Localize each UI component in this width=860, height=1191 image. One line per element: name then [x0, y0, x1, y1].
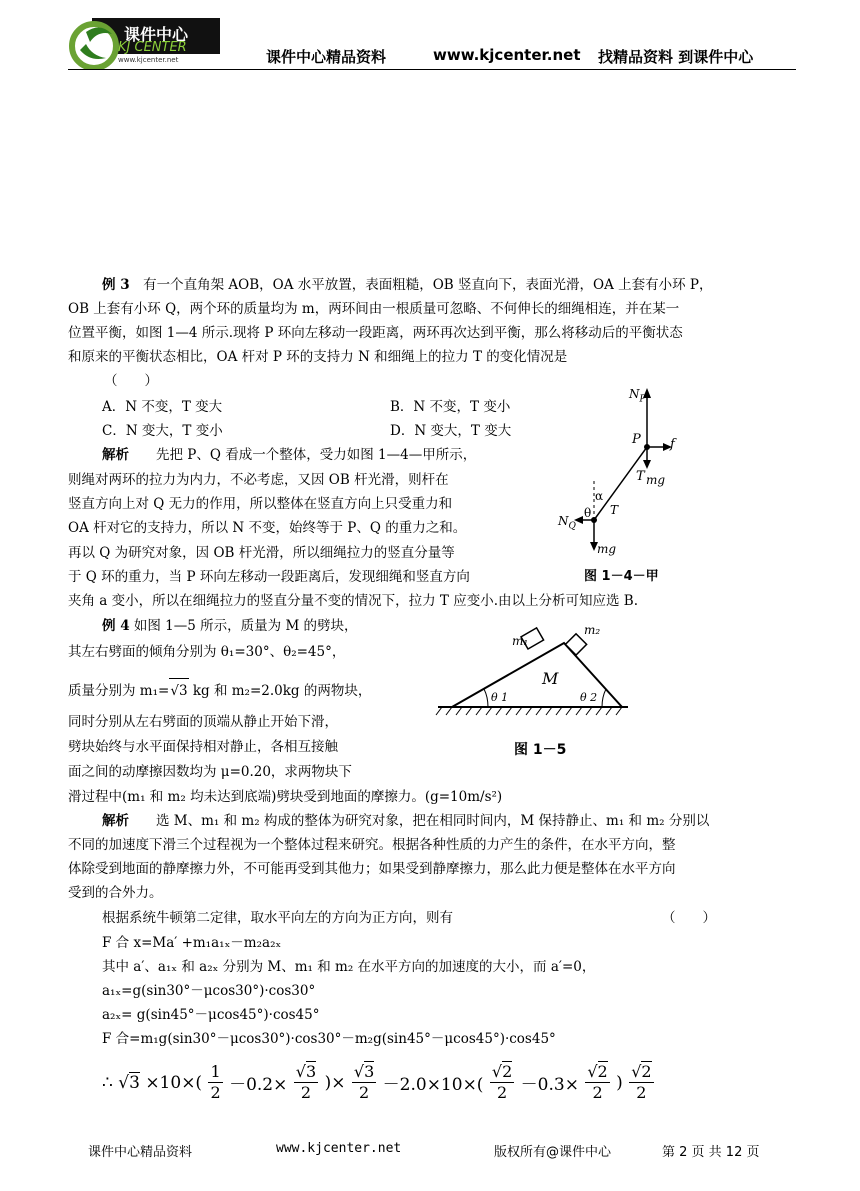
ex3-line-2: OB 上套有小环 Q，两个环的质量均为 m，两环间由一根质量可忽略、不何伸长的细绳相连，并在某一	[68, 301, 680, 317]
fig15-m2-label: m₂	[584, 623, 601, 637]
figure-1-5	[432, 617, 642, 762]
ex4-line-6: 面之间的动摩擦因数均为 μ=0.20，求两物块下	[68, 764, 352, 780]
f-two5: 2	[592, 1083, 603, 1102]
fig14-t2-label: T	[610, 503, 619, 517]
ex4-line-1: 如图 1—5 所示，质量为 M 的劈块，	[133, 618, 358, 634]
logo-url: www.kjcenter.net	[118, 56, 179, 64]
ex3-sol-5: 再以 Q 为研究对象，因 OB 杆光滑，所以细绳拉力的竖直分量等	[68, 545, 455, 561]
f-minus02: －0.2×	[229, 1075, 288, 1095]
fig15-caption: 图 1－5	[514, 742, 567, 758]
fig14-nq-label: N	[558, 514, 569, 528]
fig14-np-label: N	[629, 387, 640, 401]
header-slogan: 找精品资料 到课件中心	[598, 48, 754, 66]
f-close: )	[616, 1072, 623, 1093]
f-times: )×	[324, 1072, 346, 1093]
ex4-solution-label: 解析	[102, 813, 129, 829]
ex4-sol-4: 受到的合外力。	[68, 885, 163, 901]
ex4-line-5: 劈块始终与水平面保持相对静止，各相互接触	[68, 739, 338, 755]
ex3-line-4: 和原来的平衡状态相比，OA 杆对 P 环的支持力 N 和细绳上的拉力 T 的变化情况是	[68, 349, 568, 365]
ex4-line-4: 同时分别从左右劈面的顶端从静止开始下滑，	[68, 714, 338, 730]
ex4-sol-5-paren: （ ）	[662, 910, 716, 926]
fig15-theta2-label: θ 2	[580, 691, 598, 704]
f-minus03: －0.3×	[520, 1075, 579, 1095]
fig14-alpha-label: α	[595, 489, 604, 503]
header-rule	[68, 69, 796, 70]
f-s2a: 2	[502, 1062, 513, 1081]
footer-page-number: 第 2 页 共 12 页	[662, 1145, 760, 1160]
header-title: 课件中心精品资料	[266, 48, 387, 66]
eq-2: 其中 a′、a₁ₓ 和 a₂ₓ 分别为 M、m₁ 和 m₂ 在水平方向的加速度的大小，而 a′=0，	[102, 959, 596, 975]
footer-title: 课件中心精品资料	[88, 1145, 193, 1160]
f-minus-term: －2.0×10×(	[382, 1075, 484, 1095]
fig14-mg2-label: mg	[597, 542, 617, 556]
ex4-sqrt3: 3	[178, 683, 188, 699]
ex3-sol-7: 夹角 a 变小，所以在细绳拉力的竖直分量不变的情况下，拉力 T 应变小.由以上分析可知应选 B.	[68, 593, 639, 609]
ex3-sol-3: 竖直方向上对 Q 无力的作用，所以整体在竖直方向上只受重力和	[68, 496, 453, 512]
eq-5: F 合=m₁g(sin30°－μcos30°)·cos30°－m₂g(sin45°－μcos45°)·cos45°	[102, 1031, 556, 1047]
ex4-sol-2: 不同的加速度下滑三个过程视为一个整体过程来研究。根据各种性质的力产生的条件，在水平方向，整	[68, 837, 676, 853]
logo-cn: 课件中心	[124, 25, 189, 44]
f-sqrt3: 3	[129, 1072, 140, 1093]
ex4-line-3b: kg 和 m₂=2.0kg 的两物块，	[192, 683, 372, 699]
ex4-line-7: 滑过程中(m₁ 和 m₂ 均未达到底端)劈块受到地面的摩擦力。(g=10m/s²)	[68, 789, 503, 805]
fig14-p-label: P	[632, 432, 641, 447]
ex3-sol-6: 于 Q 环的重力，当 P 环向左移动一段距离后，发现细绳和竖直方向	[68, 569, 470, 585]
fig14-caption: 图 1－4－甲	[584, 569, 659, 584]
figure-1-4	[550, 385, 680, 585]
footer-copyright: 版权所有@课件中心	[494, 1145, 612, 1160]
f-s2b: 2	[597, 1062, 608, 1081]
ex4-line-2: 其左右劈面的倾角分别为 θ₁=30°、θ₂=45°，	[68, 644, 346, 660]
fig14-nq-sub: Q	[568, 521, 576, 532]
logo-en: KJ CENTER	[118, 40, 187, 55]
fig14-f-label: f	[670, 437, 675, 452]
example-3-label: 例 3	[102, 277, 130, 293]
option-d: D．N 变大，T 变大	[390, 423, 512, 439]
fig15-theta1-label: θ 1	[491, 691, 509, 704]
site-logo	[66, 18, 224, 70]
f-two3: 2	[358, 1083, 370, 1102]
f-s2c: 2	[641, 1062, 652, 1081]
eq-1: F 合 x=Ma′ +m₁a₁ₓ－m₂a₂ₓ	[102, 935, 282, 951]
f-s3b: 3	[305, 1062, 317, 1081]
ex4-line-3a: 质量分别为 m₁=	[68, 683, 170, 699]
f-times10: ×10×(	[145, 1072, 203, 1093]
ex3-answer-paren: （ ）	[104, 373, 158, 389]
fig15-m1-label: m₁	[512, 634, 529, 648]
ex3-line-1: 有一个直角架 AOB，OA 水平放置，表面粗糙，OB 竖直向下，表面光滑，OA 上套有小环 P，	[143, 277, 713, 293]
f-two2: 2	[300, 1083, 312, 1102]
ex4-sol-3: 体除受到地面的静摩擦力外，不可能再受到其他力；如果受到静摩擦力，那么此力便是整体在水平方向	[68, 861, 676, 877]
fig15-m-label: M	[542, 669, 559, 688]
example-4-label: 例 4	[102, 618, 130, 634]
fig14-np-sub: P	[639, 394, 646, 405]
final-formula: ∴ √3 ×10×( $\frac{1}{2}$ －0.2× $\frac{√3}{2}$ )× $\frac{√3}{2}$ －2.0×10×( $\frac{√2}{2}$ －0.3× $\frac{√2}{2}$ ) $\frac{√2}{2}$	[102, 1062, 652, 1102]
ex3-solution-label: 解析	[102, 447, 129, 463]
ex3-sol-4: OA 杆对它的支持力，所以 N 不变，始终等于 P、Q 的重力之和。	[68, 520, 467, 536]
fig14-theta-label: θ	[584, 506, 592, 520]
header-url[interactable]: www.kjcenter.net	[433, 46, 581, 64]
f-two4: 2	[496, 1083, 508, 1102]
therefore-symbol: ∴	[102, 1072, 113, 1093]
ex4-sol-5: 根据系统牛顿第二定律，取水平向左的方向为正方向，则有	[102, 910, 453, 926]
ex3-line-3: 位置平衡，如图 1—4 所示.现将 P 环向左移动一段距离，两环再次达到平衡，那么将移动后的平衡状态	[68, 325, 683, 341]
option-c: C．N 变大，T 变小	[102, 423, 223, 439]
ex3-sol-1: 先把 P、Q 看成一个整体，受力如图 1—4—甲所示，	[156, 447, 477, 463]
ex3-sol-2: 则绳对两环的拉力为内力，不必考虑，又因 OB 杆光滑，则杆在	[68, 472, 449, 488]
eq-3: a₁ₓ=g(sin30°－μcos30°)·cos30°	[102, 983, 316, 999]
eq-4: a₂ₓ= g(sin45°－μcos45°)·cos45°	[102, 1007, 320, 1023]
ex4-sol-1: 选 M、m₁ 和 m₂ 构成的整体为研究对象，把在相同时间内，M 保持静止、m₁ 和 m₂ 分别以	[156, 813, 710, 829]
option-a: A．N 不变，T 变大	[102, 399, 223, 415]
fig14-mg1-label: mg	[646, 473, 666, 487]
f-s3c: 3	[364, 1062, 375, 1081]
f-two6: 2	[636, 1083, 647, 1102]
fig14-t1-label: T	[636, 469, 645, 484]
f-half-den: 2	[210, 1083, 221, 1102]
option-b: B．N 不变，T 变小	[390, 399, 511, 415]
footer-url[interactable]: www.kjcenter.net	[276, 1141, 402, 1156]
f-half-num: 1	[210, 1062, 221, 1081]
